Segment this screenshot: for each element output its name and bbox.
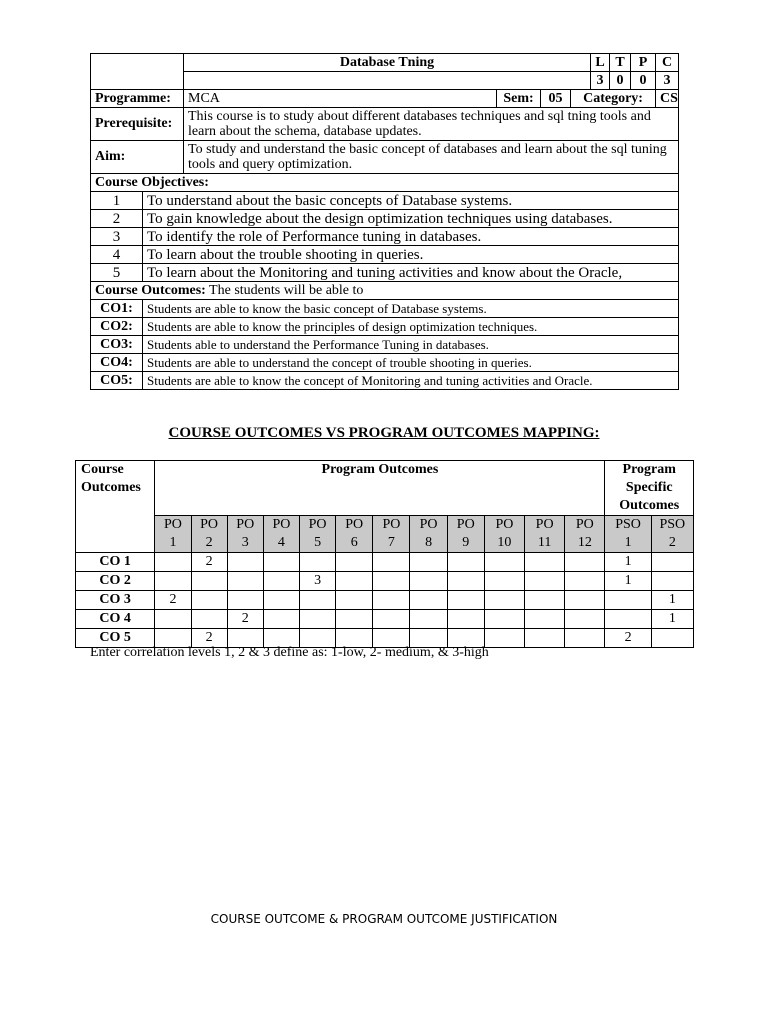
mapping-cell [373, 572, 410, 591]
mapping-cell: 2 [227, 610, 263, 629]
ltpc-value-p: 0 [631, 72, 656, 90]
outcomes-heading [91, 282, 679, 300]
po-header-prefix: PO [236, 517, 255, 532]
mapping-title: COURSE OUTCOMES VS PROGRAM OUTCOMES MAPPING: [168, 425, 600, 441]
mapping-cell [447, 572, 484, 591]
mapping-cell: 2 [191, 629, 227, 648]
programme-label: Programme: [91, 90, 184, 108]
objective-number: 1 [91, 192, 143, 210]
mapping-cell [263, 610, 299, 629]
po-column-header [336, 516, 373, 553]
aim-text: To study and understand the basic concept of databases and learn about the sql tuning tools and query optimization. [184, 141, 679, 174]
po-column-header [484, 516, 524, 553]
outcome-row [91, 354, 679, 372]
course-outcomes-header: Course Outcomes [76, 461, 155, 553]
mapping-cell [410, 610, 447, 629]
po-header-number: 7 [387, 535, 395, 550]
mapping-cell [565, 610, 605, 629]
mapping-cell: 3 [299, 572, 335, 591]
mapping-cell [651, 553, 693, 572]
pso-header-number: 2 [668, 535, 676, 550]
mapping-cell [191, 572, 227, 591]
mapping-cell [263, 591, 299, 610]
objective-row [91, 264, 679, 282]
blank-cell [91, 54, 184, 90]
outcome-row [91, 318, 679, 336]
outcome-row [91, 300, 679, 318]
po-header-prefix: PO [575, 517, 594, 532]
po-header-number: 4 [277, 535, 285, 550]
mapping-cell [155, 553, 191, 572]
blank-cell [184, 72, 591, 90]
po-header-number: 1 [169, 535, 177, 550]
mapping-cell [484, 610, 524, 629]
mapping-row-label: CO 1 [76, 553, 155, 572]
mapping-row [76, 610, 694, 629]
po-column-header [565, 516, 605, 553]
objective-text: To identify the role of Performance tuning in databases. [143, 228, 679, 246]
po-header-prefix: PO [419, 517, 438, 532]
objective-number: 5 [91, 264, 143, 282]
footer-heading: COURSE OUTCOME & PROGRAM OUTCOME JUSTIFICATION [210, 912, 558, 926]
ltpc-value-l: 3 [591, 72, 610, 90]
mapping-cell [336, 572, 373, 591]
outcome-text: Students are able to understand the concept of trouble shooting in queries. [143, 354, 679, 372]
outcome-code: CO5: [91, 372, 143, 390]
ltpc-value-c: 3 [656, 72, 679, 90]
mapping-cell [565, 553, 605, 572]
pso-column-header [651, 516, 693, 553]
po-header-prefix: PO [200, 517, 219, 532]
objective-number: 2 [91, 210, 143, 228]
po-header-prefix: PO [382, 517, 401, 532]
mapping-cell [155, 610, 191, 629]
po-header-prefix: PO [308, 517, 327, 532]
pso-column-header [605, 516, 651, 553]
outcome-row [91, 372, 679, 390]
outcome-code: CO2: [91, 318, 143, 336]
ltpc-header-c: C [656, 54, 679, 72]
mapping-cell [373, 553, 410, 572]
mapping-cell [484, 591, 524, 610]
outcomes-label: Course Outcomes: [95, 282, 206, 298]
po-header-prefix: PO [345, 517, 364, 532]
mapping-cell: 2 [191, 553, 227, 572]
po-header-row [76, 516, 694, 553]
category-label: Category: [571, 90, 656, 108]
outcome-text: Students are able to know the concept of Monitoring and tuning activities and Oracle. [143, 372, 679, 390]
po-column-header [155, 516, 191, 553]
po-header-number: 10 [497, 535, 512, 550]
mapping-cell [651, 629, 693, 648]
objective-row [91, 246, 679, 264]
po-header-number: 6 [350, 535, 358, 550]
mapping-cell [373, 591, 410, 610]
po-column-header [191, 516, 227, 553]
mapping-cell [525, 629, 565, 648]
mapping-cell [227, 591, 263, 610]
po-header-prefix: PO [535, 517, 554, 532]
mapping-cell [605, 591, 651, 610]
mapping-cell [227, 553, 263, 572]
sem-value: 05 [541, 90, 571, 108]
objective-row [91, 228, 679, 246]
course-syllabus-table [90, 53, 679, 390]
objective-text: To learn about the trouble shooting in queries. [143, 246, 679, 264]
mapping-cell: 2 [155, 591, 191, 610]
mapping-cell [447, 553, 484, 572]
co-po-mapping-table [75, 460, 694, 648]
mapping-cell [191, 591, 227, 610]
po-column-header [299, 516, 335, 553]
mapping-row-label: CO 5 [76, 629, 155, 648]
mapping-cell: 1 [651, 591, 693, 610]
mapping-cell [373, 610, 410, 629]
mapping-cell [299, 610, 335, 629]
ltpc-header-l: L [591, 54, 610, 72]
mapping-row [76, 572, 694, 591]
mapping-cell [525, 591, 565, 610]
outcome-code: CO4: [91, 354, 143, 372]
objective-row [91, 210, 679, 228]
objective-text: To understand about the basic concepts of Database systems. [143, 192, 679, 210]
mapping-cell [299, 553, 335, 572]
outcome-text: Students are able to know the principles of design optimization techniques. [143, 318, 679, 336]
prerequisite-label: Prerequisite: [91, 108, 184, 141]
pso-header-prefix: PSO [615, 517, 641, 532]
po-column-header [227, 516, 263, 553]
objective-text: To gain knowledge about the design optimization techniques using databases. [143, 210, 679, 228]
mapping-cell [155, 572, 191, 591]
program-outcomes-header: Program Outcomes [155, 461, 605, 516]
po-header-number: 8 [425, 535, 433, 550]
mapping-cell [525, 610, 565, 629]
pso-header-number: 1 [624, 535, 632, 550]
mapping-cell [410, 591, 447, 610]
objective-text: To learn about the Monitoring and tuning activities and know about the Oracle, [143, 264, 679, 282]
aim-label: Aim: [91, 141, 184, 174]
mapping-cell [410, 572, 447, 591]
mapping-row-label: CO 3 [76, 591, 155, 610]
po-header-number: 2 [205, 535, 213, 550]
mapping-cell [565, 629, 605, 648]
mapping-cell [565, 572, 605, 591]
mapping-cell [263, 572, 299, 591]
pso-header-prefix: PSO [659, 517, 686, 532]
mapping-cell [336, 553, 373, 572]
po-header-number: 5 [314, 535, 322, 550]
outcome-code: CO3: [91, 336, 143, 354]
po-header-prefix: PO [163, 517, 182, 532]
mapping-cell [299, 591, 335, 610]
po-header-number: 3 [241, 535, 249, 550]
outcome-text: Students are able to know the basic concept of Database systems. [143, 300, 679, 318]
mapping-cell [484, 553, 524, 572]
mapping-cell [263, 553, 299, 572]
mapping-cell [447, 610, 484, 629]
po-column-header [373, 516, 410, 553]
mapping-cell [484, 629, 524, 648]
po-header-number: 12 [577, 535, 592, 550]
po-header-prefix: PO [272, 517, 291, 532]
po-column-header [263, 516, 299, 553]
mapping-row-label: CO 4 [76, 610, 155, 629]
mapping-cell [447, 591, 484, 610]
pso-header: Program Specific Outcomes [605, 461, 694, 516]
ltpc-value-t: 0 [610, 72, 631, 90]
mapping-cell: 1 [605, 553, 651, 572]
mapping-cell [565, 591, 605, 610]
po-column-header [447, 516, 484, 553]
po-header-number: 11 [537, 535, 552, 550]
prerequisite-text: This course is to study about different databases techniques and sql tning tools and learn about the schema, database updates. [184, 108, 679, 141]
mapping-cell [336, 610, 373, 629]
po-header-prefix: PO [456, 517, 475, 532]
mapping-cell [605, 610, 651, 629]
mapping-cell [227, 572, 263, 591]
category-value: CS [656, 90, 679, 108]
objective-number: 3 [91, 228, 143, 246]
programme-value: MCA [184, 90, 497, 108]
objective-number: 4 [91, 246, 143, 264]
ltpc-header-t: T [610, 54, 631, 72]
ltpc-header-p: P [631, 54, 656, 72]
po-header-prefix: PO [495, 517, 514, 532]
outcome-text: Students able to understand the Performance Tuning in databases. [143, 336, 679, 354]
course-title: Database Tning [184, 54, 591, 72]
objectives-label: Course Objectives: [91, 174, 679, 192]
outcomes-intro: The students will be able to [205, 282, 364, 298]
mapping-cell [525, 572, 565, 591]
mapping-cell [651, 572, 693, 591]
mapping-cell: 1 [605, 572, 651, 591]
mapping-cell [336, 591, 373, 610]
correlation-note: Enter correlation levels 1, 2 & 3 define as: 1-low, 2- medium, & 3-high [90, 645, 489, 660]
mapping-row-label: CO 2 [76, 572, 155, 591]
objective-row [91, 192, 679, 210]
mapping-cell [191, 610, 227, 629]
mapping-cell [484, 572, 524, 591]
mapping-cell: 1 [651, 610, 693, 629]
mapping-cell [525, 553, 565, 572]
outcome-row [91, 336, 679, 354]
mapping-row [76, 591, 694, 610]
po-column-header [410, 516, 447, 553]
po-column-header [525, 516, 565, 553]
mapping-cell [410, 553, 447, 572]
mapping-row [76, 553, 694, 572]
sem-label: Sem: [497, 90, 541, 108]
po-header-number: 9 [462, 535, 470, 550]
outcome-code: CO1: [91, 300, 143, 318]
mapping-cell: 2 [605, 629, 651, 648]
